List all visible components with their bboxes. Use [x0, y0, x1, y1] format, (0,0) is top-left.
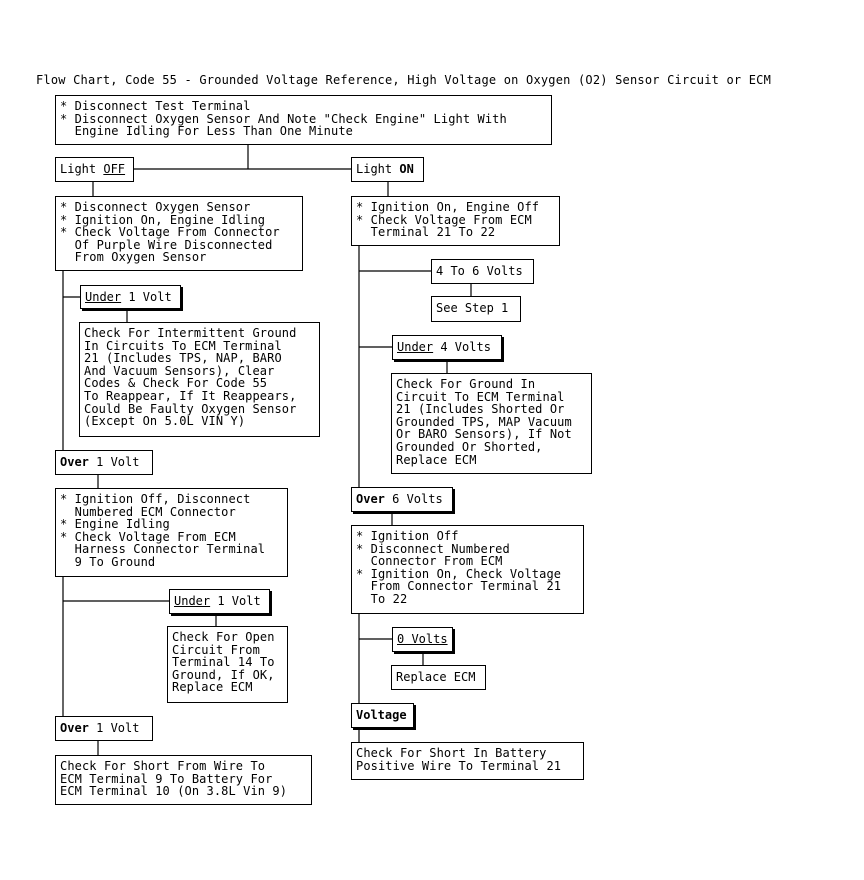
light-on-label — [351, 157, 424, 182]
on-voltage-result-box: Check For Short In Battery Positive Wire To Terminal 21 — [351, 742, 584, 780]
on-see-step-box: See Step 1 — [431, 296, 521, 322]
page-title: Flow Chart, Code 55 - Grounded Voltage Reference, High Voltage on Oxygen (O2) Sensor Circuit or ECM — [36, 73, 772, 87]
off-over1-label — [55, 450, 153, 475]
light-off-prefix: Light — [60, 162, 104, 176]
on-over6-emph: Over — [356, 492, 385, 506]
on-0volts-label — [392, 627, 453, 652]
off-under1-label — [80, 285, 181, 309]
on-replace-ecm-box: Replace ECM — [391, 665, 486, 690]
start-step-box: * Disconnect Test Terminal * Disconnect Oxygen Sensor And Note "Check Engine" Light With Engine Idling For Less Than One Minute — [55, 95, 552, 145]
light-off-emph: OFF — [103, 162, 126, 176]
light-on-emph: ON — [399, 162, 414, 176]
off-over1b-result-box: Check For Short From Wire To ECM Terminal 9 To Battery For ECM Terminal 10 (On 3.8L Vin 9) — [55, 755, 312, 805]
on-under4-label — [392, 335, 502, 360]
off-over1b-emph: Over — [60, 721, 89, 735]
on-over6-suffix: 6 Volts — [384, 492, 443, 506]
light-off-label — [55, 157, 134, 182]
on-0volts-emph: 0 Volts — [397, 632, 448, 646]
off-under1b-label — [169, 589, 270, 614]
off-under1b-result-box: Check For Open Circuit From Terminal 14 To Ground, If OK, Replace ECM — [167, 626, 288, 703]
off-under1-emph: Under — [85, 290, 122, 304]
on-under4-result-box: Check For Ground In Circuit To ECM Terminal 21 (Includes Shorted Or Grounded TPS, MAP Vacuum Or BARO Sensors), If Not Grounded Or Shorted, Replace ECM — [391, 373, 592, 474]
on-voltage-label: Voltage — [351, 703, 414, 728]
off-step-box: * Disconnect Oxygen Sensor * Ignition On, Engine Idling * Check Voltage From Connector Of Purple Wire Disconnected From Oxygen Sensor — [55, 196, 303, 271]
off-under1-result-box: Check For Intermittent Ground In Circuits To ECM Terminal 21 (Includes TPS, NAP, BARO And Vacuum Sensors), Clear Codes & Check For Code 55 To Reappear, If It Reappears, Could Be Faulty Oxygen Sensor (Except On 5.0L VIN Y) — [79, 322, 320, 437]
on-step-box: * Ignition On, Engine Off * Check Voltage From ECM Terminal 21 To 22 — [351, 196, 560, 246]
off-under1-suffix: 1 Volt — [121, 290, 172, 304]
off-over1b-label — [55, 716, 153, 741]
light-on-prefix: Light — [356, 162, 400, 176]
off-over1-emph: Over — [60, 455, 89, 469]
on-under4-emph: Under — [397, 340, 434, 354]
on-4to6-label: 4 To 6 Volts — [431, 259, 534, 284]
off-under1b-emph: Under — [174, 594, 211, 608]
on-over6-step-box: * Ignition Off * Disconnect Numbered Connector From ECM * Ignition On, Check Voltage From Connector Terminal 21 To 22 — [351, 525, 584, 614]
off-over1b-suffix: 1 Volt — [88, 721, 140, 735]
off-under1b-suffix: 1 Volt — [210, 594, 261, 608]
on-under4-suffix: 4 Volts — [433, 340, 491, 354]
off-over1-suffix: 1 Volt — [88, 455, 140, 469]
off-over1-step-box: * Ignition Off, Disconnect Numbered ECM Connector * Engine Idling * Check Voltage From ECM Harness Connector Terminal 9 To Ground — [55, 488, 288, 577]
on-over6-label — [351, 487, 453, 512]
